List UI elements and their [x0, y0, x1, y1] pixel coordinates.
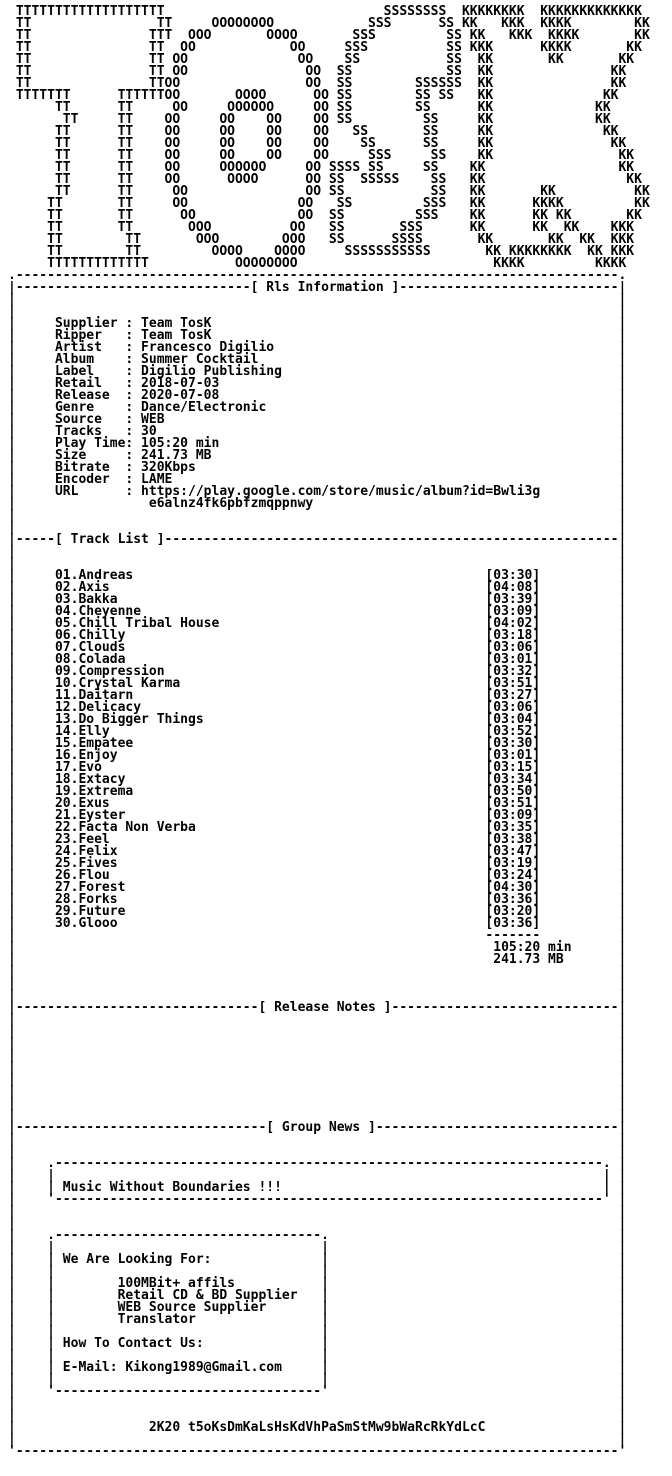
box-top-border: .-----------------------------------------------------------------------------.	[8, 268, 627, 283]
logo-line: TT TT OO OO SS SSS KK KKKK KK	[8, 196, 650, 211]
box-empty-row: | |	[8, 1204, 627, 1219]
box-bottom-border: '-----------------------------------------------------------------------------'	[8, 1444, 627, 1458]
looking-box-row: | | | |	[8, 1240, 627, 1255]
logo-line: TT TTT OOO OOOO SSS SS KK KKK KKKK KK	[8, 28, 650, 43]
logo-line: TT TT OO OO OO OO SSS SS KK KK	[8, 148, 635, 163]
box-empty-row: | |	[8, 964, 627, 979]
track-row: | 01.Andreas [03:30] |	[8, 568, 627, 583]
looking-box-row: | | | |	[8, 1348, 627, 1363]
logo-line: TT TT OO OOOOOO OO SSSS SS SS KK KK	[8, 160, 635, 175]
motto-box-bottom: | '----------------------------------------------------------------------' |	[8, 1192, 627, 1207]
info-row-play-time: | Play Time: 105:20 min |	[8, 436, 627, 451]
track-row: | 21.Eyster [03:09] |	[8, 808, 627, 823]
info-row-genre: | Genre : Dance/Electronic |	[8, 400, 627, 415]
motto-text: | | Music Without Boundaries !!! | |	[8, 1180, 627, 1195]
logo-line: TT TT OOOO OOOO SSSSSSSSSSS KK KKKKKKKK KK KKK	[8, 244, 635, 259]
track-row: | 05.Chill Tribal House [04:02] |	[8, 616, 627, 631]
track-row: | 23.Feel [03:38] |	[8, 832, 627, 847]
logo-line: TT TT OOOOOOOO SSS SS KK KKK KKKK KK	[8, 16, 650, 31]
track-row: | 14.Elly [03:52] |	[8, 724, 627, 739]
track-row: | 19.Extrema [03:50] |	[8, 784, 627, 799]
box-empty-row: | |	[8, 556, 627, 571]
motto-box-top: | .----------------------------------------------------------------------. |	[8, 1156, 627, 1171]
looking-for-title: | | We Are Looking For: | |	[8, 1252, 627, 1267]
contact-title: | | How To Contact Us: | |	[8, 1336, 627, 1351]
track-row: | 03.Bakka [03:39] |	[8, 592, 627, 607]
logo-line: TT TT OO OO OO OO SS SS KK KK	[8, 112, 611, 127]
box-empty-row: | |	[8, 1096, 627, 1111]
info-row-retail: | Retail : 2018-07-03 |	[8, 376, 627, 391]
looking-box-row: | | | |	[8, 1264, 627, 1279]
info-row-ripper: | Ripper : Team TosK |	[8, 328, 627, 343]
totals-size: | 241.73 MB |	[8, 952, 627, 967]
box-empty-row: | |	[8, 292, 627, 307]
box-empty-row: | |	[8, 1048, 627, 1063]
logo-line: TT TT OO OOOO OO SS SSSSS SS KK KK	[8, 172, 642, 187]
box-empty-row: | |	[8, 1036, 627, 1051]
track-row: | 07.Clouds [03:06] |	[8, 640, 627, 655]
logo-line: TT TT OO OO SSS SS KKK KKKK KK	[8, 40, 642, 55]
track-row: | 08.Colada [03:01] |	[8, 652, 627, 667]
looking-box-bottom: | '----------------------------------' |	[8, 1384, 627, 1399]
logo-line: TT TT OOO OO SS SSS KK KK KK KKK	[8, 220, 635, 235]
looking-box-top: | .----------------------------------. |	[8, 1228, 627, 1243]
track-row: | 30.Glooo [03:36] |	[8, 916, 627, 931]
box-empty-row: | |	[8, 1108, 627, 1123]
box-empty-row: | |	[8, 976, 627, 991]
logo-line: TT TT OOO OOO SS SSSS KK KK KK KKK	[8, 232, 635, 247]
track-row: | 25.Fives [03:19] |	[8, 856, 627, 871]
totals-time: | 105:20 min |	[8, 940, 627, 955]
info-row-source: | Source : WEB |	[8, 412, 627, 427]
logo-line: TT TT OO OO OO OO SS SS KK KK	[8, 124, 619, 139]
info-row-bitrate: | Bitrate : 320Kbps |	[8, 460, 627, 475]
box-empty-row: | |	[8, 1432, 627, 1447]
info-row-label: | Label : Digilio Publishing |	[8, 364, 627, 379]
logo-line: TT TT OO OO SS SSS KK KK KK KK	[8, 208, 642, 223]
info-row-url: | URL : https://play.google.com/store/music/album?id=Bwli3g |	[8, 484, 627, 499]
track-row: | 04.Cheyenne [03:09] |	[8, 604, 627, 619]
track-row: | 17.Evo [03:15] |	[8, 760, 627, 775]
box-empty-row: | |	[8, 508, 627, 523]
info-row-supplier: | Supplier : Team TosK |	[8, 316, 627, 331]
logo-line: TT TT OO OO OO OO SS SS KK KK	[8, 136, 627, 151]
looking-box-row: | | | |	[8, 1324, 627, 1339]
logo-line: TT TT OO OO SS SS KK KK	[8, 64, 627, 79]
box-empty-row: | |	[8, 1084, 627, 1099]
logo-line: TTTTTTTTTTTTTTTTTTT SSSSSSSS KKKKKKKK KKKKKKKKKKKKK	[8, 4, 642, 19]
totals-rule: | ------- |	[8, 928, 627, 943]
motto-box-row: | | | |	[8, 1168, 627, 1183]
track-row: | 27.Forest [04:30] |	[8, 880, 627, 895]
logo-line: TT TT OO OO SS SS KK KK KK	[8, 52, 635, 67]
logo-line: TTTTTTT TTTTTTOO OOOO OO SS SS SS KK KK	[8, 88, 619, 103]
looking-for-item: | | Translator | |	[8, 1312, 627, 1327]
track-row: | 02.Axis [04:08] |	[8, 580, 627, 595]
box-empty-row: | |	[8, 304, 627, 319]
track-row: | 06.Chilly [03:18] |	[8, 628, 627, 643]
logo-line: TT TT OO OO SS SS KK KK KK	[8, 184, 650, 199]
track-row: | 20.Exus [03:51] |	[8, 796, 627, 811]
looking-for-item: | | WEB Source Supplier | |	[8, 1300, 627, 1315]
section-group-news: |--------------------------------[ Group News ]-------------------------------|	[8, 1120, 627, 1135]
track-row: | 18.Extacy [03:34] |	[8, 772, 627, 787]
logo-line: TT TT OO OOOOOO OO SS SS KK KK	[8, 100, 611, 115]
info-row-release: | Release : 2020-07-08 |	[8, 388, 627, 403]
track-row: | 16.Enjoy [03:01] |	[8, 748, 627, 763]
looking-for-item: | | Retail CD & BD Supplier | |	[8, 1288, 627, 1303]
section-track-list: |-----[ Track List ]----------------------------------------------------------|	[8, 532, 627, 547]
box-empty-row: | |	[8, 1408, 627, 1423]
looking-box-row: | | | |	[8, 1372, 627, 1387]
box-empty-row: | |	[8, 1396, 627, 1411]
logo-line: TT TTOO OO SS SSSSSS KK KK	[8, 76, 627, 91]
track-row: | 22.Facta Non Verba [03:35] |	[8, 820, 627, 835]
box-empty-row: | |	[8, 520, 627, 535]
track-row: | 10.Crystal Karma [03:51] |	[8, 676, 627, 691]
box-empty-row: | |	[8, 1060, 627, 1075]
track-row: | 26.Flou [03:24] |	[8, 868, 627, 883]
info-row-tracks: | Tracks : 30 |	[8, 424, 627, 439]
info-row-url-continuation: | e6alnz4fk6pbfzmqppnwy |	[8, 496, 627, 511]
track-row: | 29.Future [03:20] |	[8, 904, 627, 919]
box-empty-row: | |	[8, 1216, 627, 1231]
box-empty-row: | |	[8, 988, 627, 1003]
info-row-album: | Album : Summer Cocktail |	[8, 352, 627, 367]
footer-tag: | 2K20 t5oKsDmKaLsHsKdVhPaSmStMw9bWaRcRkYdLcC |	[8, 1420, 627, 1435]
section-rls-information: |------------------------------[ Rls Information ]----------------------------|	[8, 280, 627, 295]
box-empty-row: | |	[8, 544, 627, 559]
contact-email: | | E-Mail: Kikong1989@Gmail.com | |	[8, 1360, 627, 1375]
section-release-notes: |-------------------------------[ Release Notes ]-----------------------------|	[8, 1000, 627, 1015]
box-empty-row: | |	[8, 1072, 627, 1087]
track-row: | 24.Felix [03:47] |	[8, 844, 627, 859]
box-empty-row: | |	[8, 1012, 627, 1027]
info-row-size: | Size : 241.73 MB |	[8, 448, 627, 463]
info-row-artist: | Artist : Francesco Digilio |	[8, 340, 627, 355]
box-empty-row: | |	[8, 1132, 627, 1147]
logo-line: TTTTTTTTTTTTT OOOOOOOO KKKK KKKK	[8, 256, 627, 271]
info-row-encoder: | Encoder : LAME |	[8, 472, 627, 487]
track-row: | 09.Compression [03:32] |	[8, 664, 627, 679]
looking-for-item: | | 100MBit+ affils | |	[8, 1276, 627, 1291]
track-row: | 11.Daitarn [03:27] |	[8, 688, 627, 703]
track-row: | 13.Do Bigger Things [03:04] |	[8, 712, 627, 727]
box-empty-row: | |	[8, 1144, 627, 1159]
track-row: | 15.Empatee [03:30] |	[8, 736, 627, 751]
box-empty-row: | |	[8, 1024, 627, 1039]
track-row: | 12.Delicacy [03:06] |	[8, 700, 627, 715]
track-row: | 28.Forks [03:36] |	[8, 892, 627, 907]
